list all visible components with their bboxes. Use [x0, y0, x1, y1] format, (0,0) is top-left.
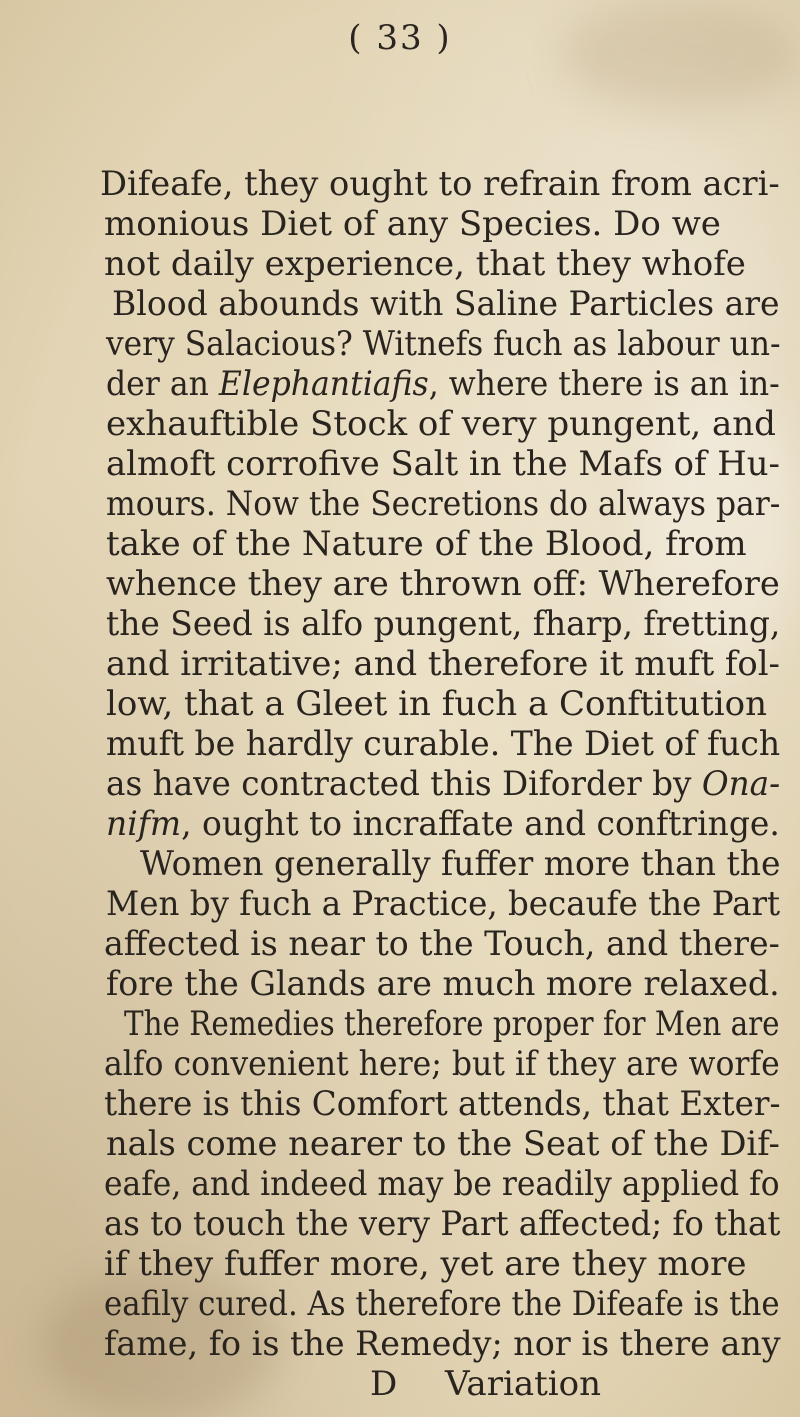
text-line: and irritative; and therefore it muft fol- [106, 644, 780, 684]
text-line: eafe, and indeed may be readily applied fo [104, 1164, 780, 1204]
text-line: nals come nearer to the Seat of the Dif- [106, 1124, 780, 1164]
text-line: there is this Comfort attends, that Exter- [104, 1084, 781, 1124]
text-line: fame, fo is the Remedy; nor is there any [104, 1324, 781, 1364]
page-number: ( 33 ) [348, 18, 452, 58]
text-line: muft be hardly curable. The Diet of fuch [106, 724, 781, 764]
text-line: almoft corrofive Salt in the Mafs of Hu- [106, 444, 780, 484]
text-line: The Remedies therefore proper for Men are [124, 1004, 780, 1044]
text-line: eafily cured. As therefore the Difeafe is the [104, 1284, 780, 1324]
text-line: as have contracted this Diforder by Ona- [106, 764, 781, 804]
text-line: the Seed is alfo pungent, fharp, fretting, [106, 604, 781, 644]
text-line: Difeafe, they ought to refrain from acri- [100, 164, 780, 204]
text-line: mours. Now the Secretions do always par- [106, 484, 781, 524]
text-line: alfo convenient here; but if they are worfe [104, 1044, 780, 1084]
text-line: affected is near to the Touch, and there- [104, 924, 780, 964]
text-line: very Salacious? Witnefs fuch as labour un- [106, 324, 781, 364]
text-line: monious Diet of any Species. Do we [104, 204, 721, 244]
catchword: Variation [445, 1364, 602, 1404]
text-line: exhauftible Stock of very pungent, and [106, 404, 776, 444]
text-line: as to touch the very Part affected; fo that [104, 1204, 781, 1244]
text-line: nifm, ought to incraffate and conftringe. [106, 804, 780, 844]
text-line: low, that a Gleet in fuch a Conftitution [106, 684, 768, 724]
text-line: Women generally fuffer more than the [140, 844, 781, 884]
text-line: Blood abounds with Saline Particles are [112, 284, 780, 324]
text-line: der an Elephantiafis, where there is an in- [106, 364, 780, 404]
signature-mark: D [370, 1364, 398, 1404]
text-line: fore the Glands are much more relaxed. [106, 964, 780, 1004]
text-line: if they fuffer more, yet are they more [104, 1244, 747, 1284]
text-line: not daily experience, that they whofe [104, 244, 746, 284]
text-line: take of the Nature of the Blood, from [106, 524, 747, 564]
text-line: Men by fuch a Practice, becaufe the Part [106, 884, 781, 924]
text-line: whence they are thrown off: Wherefore [106, 564, 780, 604]
